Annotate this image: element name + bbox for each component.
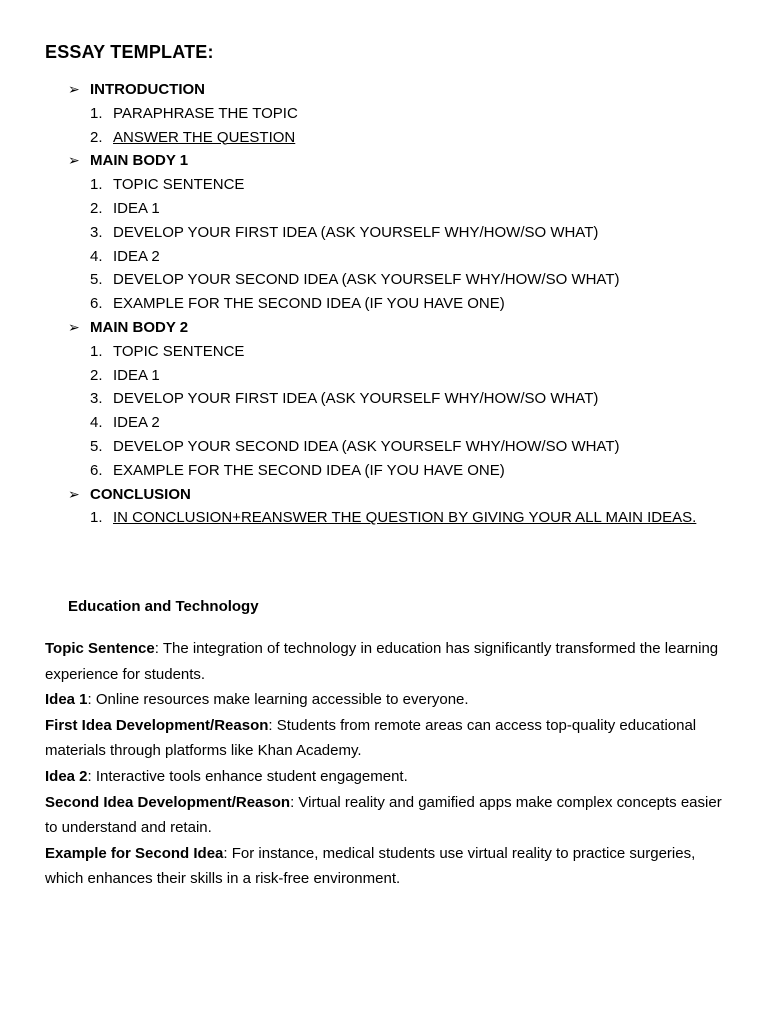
essay-paragraph: [45, 841, 735, 892]
list-item: [0, 268, 768, 292]
paragraph-text: : The integration of technology in education has significantly transformed the learning experience for students.: [45, 640, 719, 683]
paragraph-label: Example for Second Idea: [45, 844, 224, 862]
item-text: IN CONCLUSION+REANSWER THE QUESTION BY GIVING YOUR ALL MAIN IDEAS.: [113, 509, 697, 527]
item-number: 1.: [90, 342, 103, 360]
item-text: EXAMPLE FOR THE SECOND IDEA (IF YOU HAVE ONE): [113, 295, 505, 313]
arrow-bullet-icon: ➢: [68, 152, 80, 169]
item-number: 6.: [90, 295, 103, 313]
item-number: 5.: [90, 271, 103, 289]
essay-paragraph: [45, 687, 735, 713]
item-number: 5.: [90, 437, 103, 455]
item-number: 3.: [90, 223, 103, 241]
outline-section: [0, 483, 768, 507]
essay-paragraph: [45, 764, 735, 790]
item-number: 1.: [90, 509, 103, 527]
item-text: IDEA 2: [113, 247, 160, 265]
page-title: ESSAY TEMPLATE:: [45, 42, 214, 62]
list-item: [0, 102, 768, 126]
item-number: 2.: [90, 366, 103, 384]
item-text: ANSWER THE QUESTION: [113, 128, 296, 146]
arrow-bullet-icon: ➢: [68, 485, 80, 502]
section-label: MAIN BODY 1: [90, 152, 189, 170]
item-number: 3.: [90, 390, 103, 408]
arrow-bullet-icon: ➢: [68, 81, 80, 97]
paragraph-label: Second Idea Development/Reason: [45, 793, 291, 811]
outline-section: [0, 149, 768, 173]
list-item: [0, 435, 768, 459]
paragraph-text: : Interactive tools enhance student engagement.: [87, 767, 408, 785]
essay-paragraph: [45, 790, 735, 841]
item-number: 4.: [90, 414, 103, 432]
item-number: 1.: [90, 176, 103, 194]
item-text: IDEA 2: [113, 414, 160, 432]
item-number: 2.: [90, 199, 103, 217]
item-number: 6.: [90, 461, 103, 479]
item-text: DEVELOP YOUR FIRST IDEA (ASK YOURSELF WHY/HOW/SO WHAT): [113, 223, 599, 241]
paragraph-label: Idea 2: [45, 767, 88, 785]
essay-outline: [0, 78, 768, 530]
essay-body: [45, 636, 735, 892]
list-item: [0, 340, 768, 364]
paragraph-text: : Virtual reality and gamified apps make complex concepts easier to understand and retain.: [45, 793, 722, 837]
item-text: IDEA 1: [113, 366, 160, 384]
list-item: [0, 459, 768, 483]
essay-heading: Education and Technology: [68, 598, 259, 615]
list-item: [0, 221, 768, 245]
item-text: TOPIC SENTENCE: [113, 176, 245, 194]
list-item: [0, 292, 768, 316]
item-text: EXAMPLE FOR THE SECOND IDEA (IF YOU HAVE ONE): [113, 461, 505, 479]
list-item: [0, 197, 768, 221]
item-text: DEVELOP YOUR SECOND IDEA (ASK YOURSELF WHY/HOW/SO WHAT): [113, 437, 620, 455]
essay-paragraph: [45, 713, 735, 764]
section-label: INTRODUCTION: [90, 81, 205, 98]
item-text: IDEA 1: [113, 199, 160, 217]
list-item: [0, 364, 768, 388]
list-item: [0, 126, 768, 150]
item-text: PARAPHRASE THE TOPIC: [113, 104, 298, 122]
list-item: [0, 387, 768, 411]
item-text: DEVELOP YOUR FIRST IDEA (ASK YOURSELF WHY/HOW/SO WHAT): [113, 390, 599, 408]
item-number: 1.: [90, 104, 103, 122]
outline-section: [0, 78, 768, 102]
item-number: 4.: [90, 247, 103, 265]
list-item: [0, 411, 768, 435]
paragraph-label: Idea 1: [45, 691, 88, 709]
outline-section: [0, 316, 768, 340]
paragraph-text: : Online resources make learning accessible to everyone.: [87, 691, 469, 709]
list-item: [0, 245, 768, 269]
list-item: [0, 506, 768, 530]
item-number: 2.: [90, 128, 103, 146]
paragraph-label: First Idea Development/Reason: [45, 716, 269, 734]
section-label: MAIN BODY 2: [90, 318, 189, 336]
section-label: CONCLUSION: [90, 485, 191, 503]
paragraph-text: : Students from remote areas can access top-quality educational materials through platforms like Khan Academy.: [45, 716, 697, 760]
paragraph-label: Topic Sentence: [45, 640, 155, 657]
paragraph-text: : For instance, medical students use virtual reality to practice surgeries, which enhances their skills in a risk-free environment.: [45, 844, 696, 888]
arrow-bullet-icon: ➢: [68, 318, 80, 335]
list-item: [0, 173, 768, 197]
essay-paragraph: [45, 636, 735, 687]
item-text: DEVELOP YOUR SECOND IDEA (ASK YOURSELF WHY/HOW/SO WHAT): [113, 271, 620, 289]
item-text: TOPIC SENTENCE: [113, 342, 245, 360]
